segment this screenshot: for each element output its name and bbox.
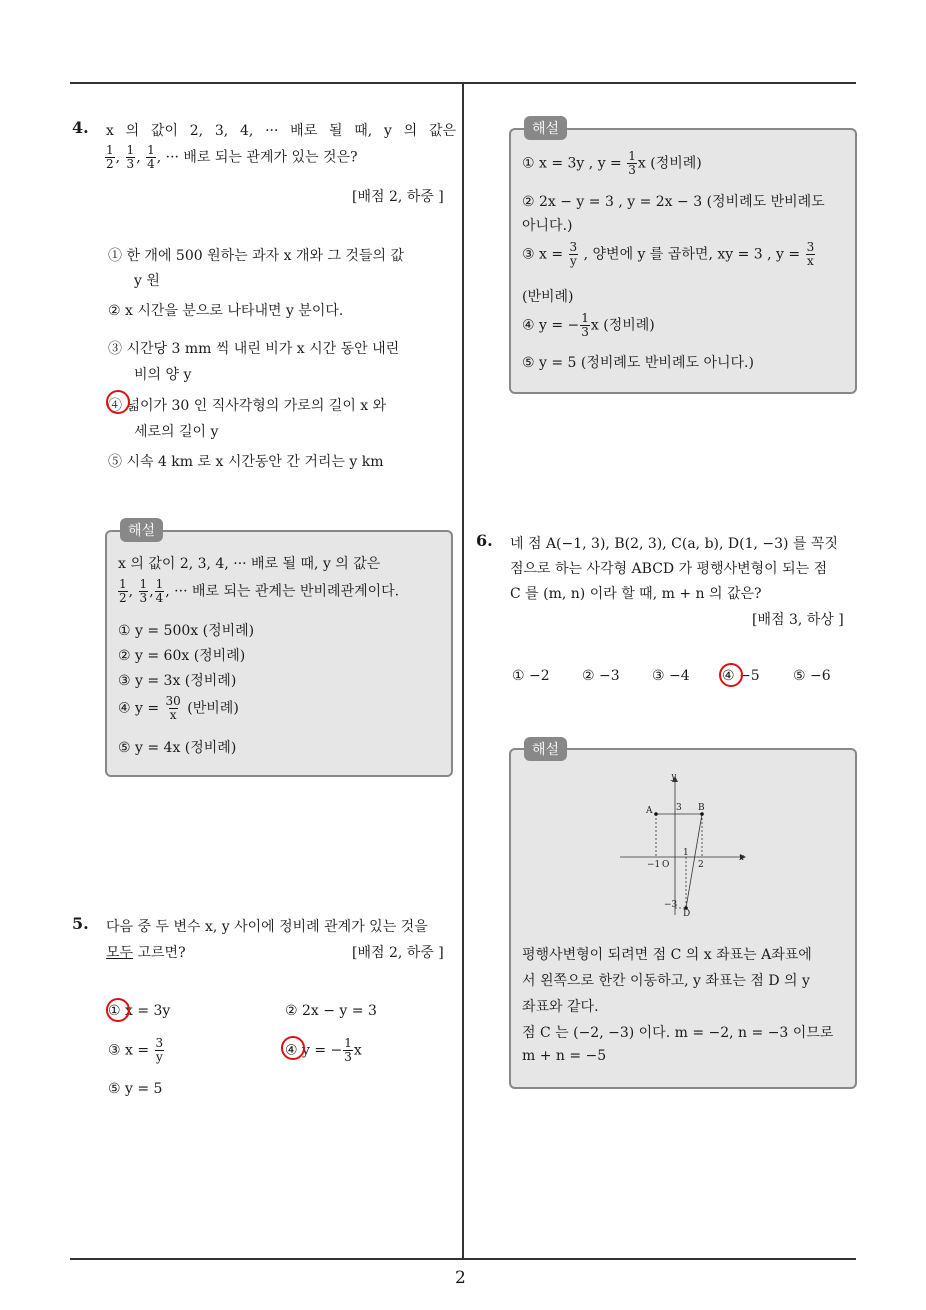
- graph-label-a: A: [646, 806, 653, 816]
- q6-selected-circle: [719, 663, 743, 687]
- q6-option-4[interactable]: ④ −5: [722, 668, 760, 684]
- graph-y-label: y: [671, 772, 677, 782]
- q6-option-2[interactable]: ② −3: [582, 668, 620, 684]
- q4-solution-item-5: ⑤ y = 4x (정비례): [118, 740, 237, 756]
- page-number: 2: [455, 1268, 466, 1288]
- q5-option-3[interactable]: ③ x = $\frac{3}{y}$: [108, 1036, 164, 1064]
- graph-label-neg3: −3: [664, 900, 678, 910]
- q4-stem-line2: $\frac{1}{2}$ , $\frac{1}{3}$ , $\frac{1}{4}$ , ··· 배로 되는 관계가 있는 것은?: [106, 143, 358, 171]
- graph-label-2: 2: [698, 860, 704, 870]
- point-a: [654, 812, 658, 816]
- q5-solution-line3: 아니다.): [522, 218, 573, 234]
- q4-stem-tail: , ··· 배로 되는 관계가 있는 것은?: [156, 149, 358, 166]
- graph-label-b: B: [698, 803, 705, 813]
- q6-stem-line3: C 를 (m, n) 이라 할 때, m + n 의 값은?: [510, 586, 762, 602]
- q4-option-3-cont: 비의 양 y: [134, 367, 192, 383]
- q4-option-1[interactable]: ① 한 개에 500 원하는 과자 x 개와 그 것들의 값: [108, 248, 404, 264]
- graph-x-label: x: [739, 853, 745, 863]
- q4-score: [배점 2, 하중 ]: [352, 189, 444, 205]
- q6-solution-line1: 평행사변형이 되려면 점 C 의 x 좌표는 A좌표에: [522, 947, 812, 963]
- q6-solution-line4: 점 C 는 (−2, −3) 이다. m = −2, n = −3 이므로: [522, 1025, 834, 1041]
- q6-solution-line5: m + n = −5: [522, 1048, 607, 1064]
- q5-option-5[interactable]: ⑤ y = 5: [108, 1081, 163, 1097]
- q5-underlined-word: 모두: [106, 945, 134, 961]
- graph-label-o: O: [662, 860, 670, 870]
- graph-label-3: 3: [676, 803, 682, 813]
- q4-solution-badge: 해설: [120, 518, 163, 542]
- q4-option-1-cont: y 원: [134, 273, 160, 289]
- q4-solution-item-1: ① y = 500x (정비례): [118, 623, 255, 639]
- q5-option-4[interactable]: ④ y = − $\frac{1}{3}$ x: [285, 1036, 362, 1064]
- q4-option-2[interactable]: ② x 시간을 분으로 나타내면 y 분이다.: [108, 303, 344, 319]
- coordinate-graph: [612, 770, 752, 920]
- q5-solution-badge: 해설: [524, 116, 567, 140]
- q6-score: [배점 3, 하상 ]: [752, 612, 844, 628]
- column-divider: [462, 82, 464, 1260]
- q6-number: 6.: [476, 531, 493, 550]
- q5-solution-line1: ① x = 3y , y = $\frac{1}{3}$ x (정비례): [522, 149, 702, 177]
- q6-solution-line3: 좌표와 같다.: [522, 999, 599, 1015]
- q5-solution-line5: (반비례): [522, 289, 574, 305]
- q5-stem-line1: 다음 중 두 변수 x, y 사이에 정비례 관계가 있는 것을: [106, 919, 428, 935]
- q5-solution-line7: ⑤ y = 5 (정비례도 반비례도 아니다.): [522, 355, 754, 371]
- q4-option-4[interactable]: ④ 넓이가 30 인 직사각형의 가로의 길이 x 와: [108, 398, 387, 414]
- graph-label-1: 1: [683, 848, 689, 858]
- q4-solution-line2: $\frac{1}{2}$ , $\frac{1}{3}$ , $\frac{1}{4}$ , ··· 배로 되는 관계는 반비례관계이다.: [119, 577, 400, 605]
- q6-option-1[interactable]: ① −2: [512, 668, 550, 684]
- q6-stem-line1: 네 점 A(−1, 3), B(2, 3), C(a, b), D(1, −3) 를 꼭짓: [510, 536, 838, 552]
- q4-option-3[interactable]: ③ 시간당 3 mm 씩 내린 비가 x 시간 동안 내린: [108, 341, 400, 357]
- graph-label-neg1: −1: [647, 860, 661, 870]
- q5-solution-line6: ④ y = − $\frac{1}{3}$ x (정비례): [522, 311, 655, 339]
- q5-solution-line4: ③ x = $\frac{3}{y}$ , 양변에 y 를 곱하면, xy = 3 , y = $\frac{3}{x}$: [522, 240, 815, 268]
- q4-stem-line1: x 의 값이 2, 3, 4, ··· 배로 될 때, y 의 값은: [106, 123, 456, 139]
- q6-stem-line2: 점으로 하는 사각형 ABCD 가 평행사변형이 되는 점: [510, 561, 828, 577]
- q4-solution-line1: x 의 값이 2, 3, 4, ··· 배로 될 때, y 의 값은: [118, 556, 381, 572]
- q4-solution-item-4: ④ y = $\frac{30}{x}$ (반비례): [118, 694, 239, 722]
- q5-solution-line2: ② 2x − y = 3 , y = 2x − 3 (정비례도 반비례도: [522, 194, 825, 210]
- q6-option-5[interactable]: ⑤ −6: [793, 668, 831, 684]
- q5-number: 5.: [72, 914, 89, 933]
- q4-solution-item-3: ③ y = 3x (정비례): [118, 673, 237, 689]
- q5-option-1[interactable]: ① x = 3y: [108, 1003, 171, 1019]
- q5-selected-circle-4: [281, 1036, 305, 1060]
- graph-label-d: D: [683, 909, 691, 919]
- q6-solution-line2: 서 왼쪽으로 한칸 이동하고, y 좌표는 점 D 의 y: [522, 973, 810, 989]
- q5-score: [배점 2, 하중 ]: [352, 945, 444, 961]
- q5-option-2[interactable]: ② 2x − y = 3: [285, 1003, 377, 1019]
- q6-option-3[interactable]: ③ −4: [652, 668, 690, 684]
- q6-solution-badge: 해설: [524, 737, 567, 761]
- q4-option-5[interactable]: ⑤ 시속 4 km 로 x 시간동안 간 거리는 y km: [108, 454, 384, 470]
- q4-option-4-cont: 세로의 길이 y: [134, 424, 219, 440]
- q4-number: 4.: [72, 118, 89, 137]
- q5-selected-circle-1: [106, 998, 130, 1022]
- q5-stem-line2: 모두 고르면?: [106, 945, 186, 961]
- q4-solution-item-2: ② y = 60x (정비례): [118, 648, 246, 664]
- q4-selected-circle: [106, 390, 130, 414]
- bottom-rule: [70, 1258, 856, 1260]
